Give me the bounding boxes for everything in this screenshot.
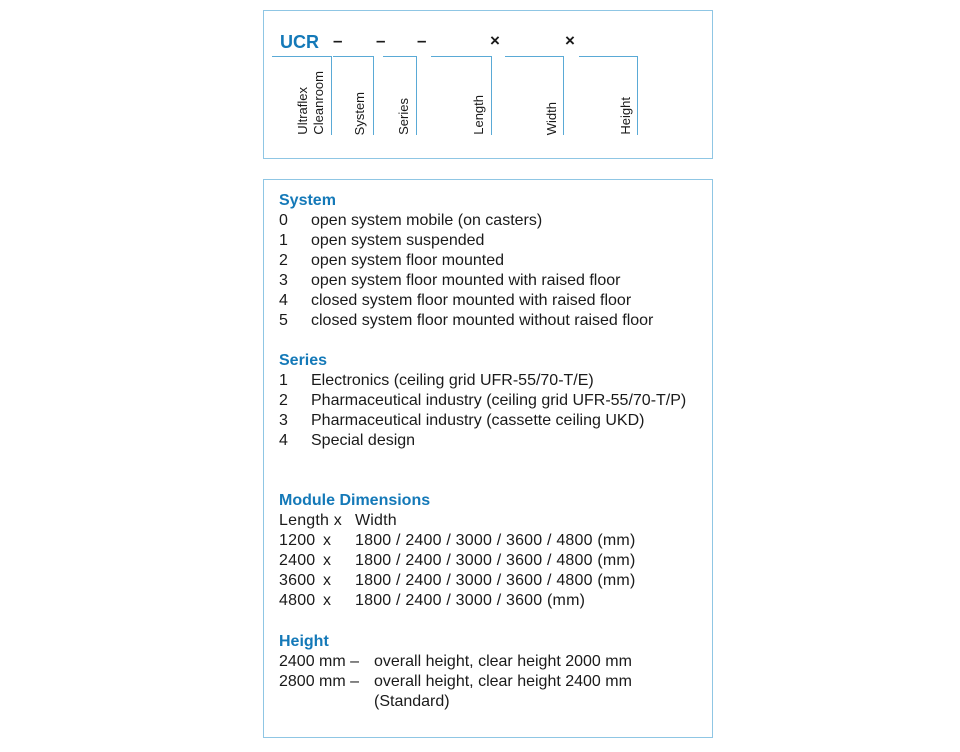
item-text: open system mobile (on casters) — [311, 212, 543, 229]
length-value: 4800 — [279, 592, 316, 609]
item-number: 4 — [279, 432, 288, 449]
system-bracket — [333, 56, 374, 135]
list-item — [279, 251, 699, 271]
specification-box — [263, 179, 713, 738]
code-prefix: UCR — [280, 32, 319, 52]
list-item — [279, 211, 699, 231]
system-heading: System — [279, 192, 336, 209]
item-number: 3 — [279, 272, 288, 289]
series-section — [279, 351, 699, 451]
length-bracket — [431, 56, 492, 135]
list-item — [279, 231, 699, 251]
item-number: 3 — [279, 412, 288, 429]
width-values: 1800 / 2400 / 3000 / 3600 / 4800 (mm) — [355, 532, 636, 549]
code-dash-1: – — [333, 31, 343, 50]
item-number: 1 — [279, 372, 288, 389]
height-bracket — [579, 56, 638, 135]
height-value: 2800 mm – — [279, 673, 360, 690]
item-text: Pharmaceutical industry (ceiling grid UFR-55/70-T/P) — [311, 392, 687, 409]
label-system: System — [352, 91, 367, 135]
list-item — [279, 411, 699, 431]
dimension-row — [279, 531, 699, 551]
label-width: Width — [544, 101, 559, 135]
item-number: 5 — [279, 312, 288, 329]
item-number: 2 — [279, 392, 288, 409]
length-value: 3600 — [279, 572, 316, 589]
width-values: 1800 / 2400 / 3000 / 3600 (mm) — [355, 592, 586, 609]
item-text: Pharmaceutical industry (cassette ceiling UKD) — [311, 412, 645, 429]
code-times-1: × — [490, 31, 500, 50]
system-section — [279, 191, 699, 331]
dimensions-header — [279, 511, 699, 531]
label-ultraflex: Ultraflex — [295, 87, 310, 135]
label-cleanroom: Cleanroom — [311, 71, 326, 135]
list-item — [279, 311, 699, 331]
label-height: Height — [618, 97, 633, 135]
height-section — [279, 632, 699, 712]
code-dash-3: – — [417, 31, 427, 50]
list-item — [279, 431, 699, 451]
width-bracket — [505, 56, 564, 135]
ultraflex-cleanroom-bracket — [272, 56, 332, 135]
height-row — [279, 652, 699, 672]
code-diagram — [263, 10, 713, 159]
item-text: Special design — [311, 432, 416, 449]
length-value: 1200 — [279, 532, 316, 549]
item-text: Electronics (ceiling grid UFR-55/70-T/E) — [311, 372, 594, 389]
item-text: open system floor mounted — [311, 252, 504, 269]
height-row — [279, 672, 664, 712]
dimension-row — [279, 591, 699, 611]
list-item — [279, 371, 699, 391]
label-length: Length — [471, 95, 486, 135]
label-series: Series — [396, 98, 411, 135]
code-times-2: × — [565, 31, 575, 50]
length-value: 2400 — [279, 552, 316, 569]
height-description: overall height, clear height 2000 mm — [374, 653, 632, 670]
times-sign: x — [323, 532, 332, 549]
height-value: 2400 mm – — [279, 653, 360, 670]
times-sign: x — [323, 572, 332, 589]
dimension-row — [279, 551, 699, 571]
list-item — [279, 291, 699, 311]
times-sign: x — [323, 592, 332, 609]
item-number: 4 — [279, 292, 288, 309]
height-heading: Height — [279, 633, 329, 650]
code-dash-2: – — [376, 31, 386, 50]
list-item — [279, 391, 689, 411]
length-header: Length x — [279, 512, 342, 529]
item-number: 0 — [279, 212, 288, 229]
dimension-row — [279, 571, 699, 591]
times-sign: x — [323, 552, 332, 569]
module-dimensions-section — [279, 491, 699, 611]
item-number: 1 — [279, 232, 288, 249]
item-text: closed system floor mounted with raised floor — [311, 292, 632, 309]
series-heading: Series — [279, 352, 328, 369]
item-text: closed system floor mounted without raised floor — [311, 312, 654, 329]
item-text: open system floor mounted with raised floor — [311, 272, 621, 289]
height-description: overall height, clear height 2400 mm (Standard) — [374, 673, 632, 710]
width-header: Width — [355, 512, 397, 529]
width-values: 1800 / 2400 / 3000 / 3600 / 4800 (mm) — [355, 552, 636, 569]
module-dimensions-heading: Module Dimensions — [279, 492, 431, 509]
list-item — [279, 271, 699, 291]
series-bracket — [383, 56, 417, 135]
item-number: 2 — [279, 252, 288, 269]
width-values: 1800 / 2400 / 3000 / 3600 / 4800 (mm) — [355, 572, 636, 589]
item-text: open system suspended — [311, 232, 485, 249]
